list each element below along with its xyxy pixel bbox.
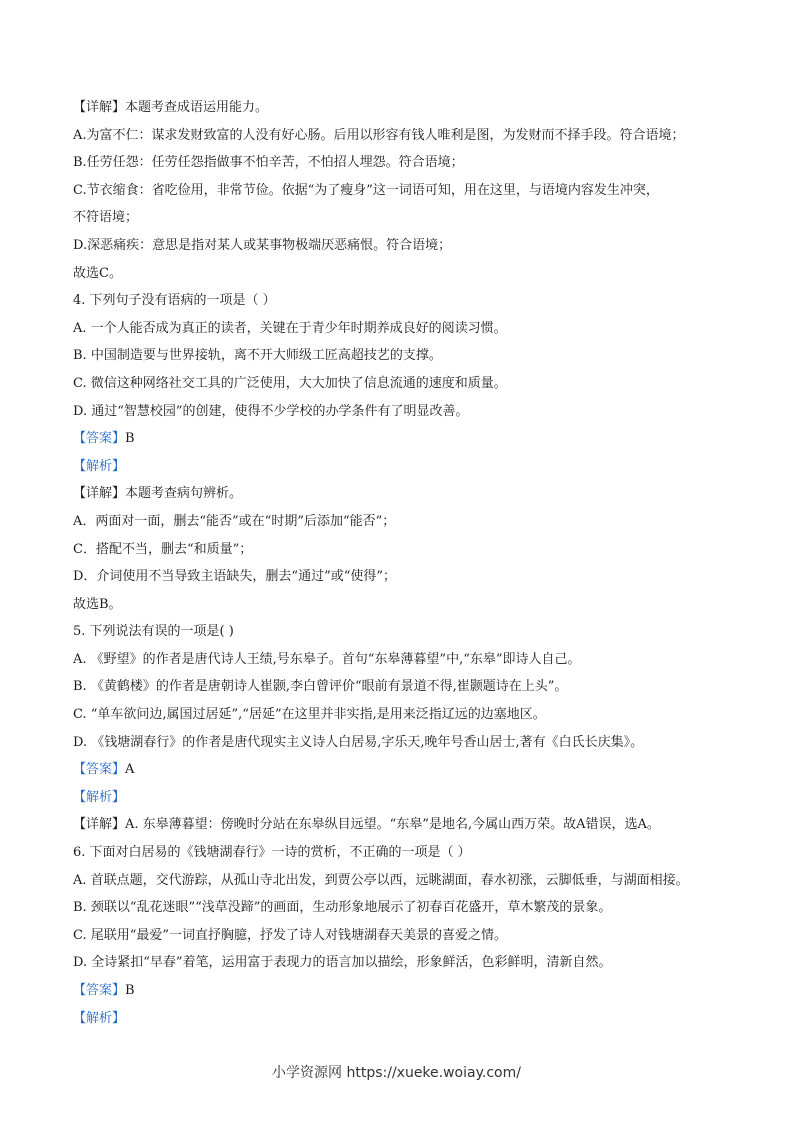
text-line [73, 453, 763, 481]
section-tag: 【解析】 [73, 1010, 126, 1026]
line-text: A [125, 762, 135, 778]
text-line [73, 94, 763, 122]
text-line [73, 894, 763, 922]
line-text: D．介词使用不当导致主语缺失，删去“通过”或“使得”； [73, 569, 397, 585]
text-line [73, 204, 763, 232]
text-line [73, 591, 763, 619]
text-line [73, 563, 763, 591]
line-text: B. 《黄鹤楼》的作者是唐朝诗人崔颢,李白曾评价“眼前有景道不得,崔颢题诗在上头”。 [73, 679, 568, 695]
text-line [73, 508, 763, 536]
line-text: A．两面对一面，删去“能否”或在“时期”后添加“能否”； [73, 513, 396, 529]
section-tag: 【解析】 [73, 458, 126, 474]
text-line [73, 673, 763, 701]
line-text: 5. 下列说法有误的一项是( ) [73, 624, 234, 640]
text-line [73, 618, 763, 646]
line-text: 故选C。 [73, 265, 122, 281]
text-line [73, 370, 763, 398]
section-tag: 【答案】 [73, 983, 126, 998]
text-line [73, 287, 763, 315]
text-line [73, 315, 763, 343]
line-text: D. 通过“智慧校园”的创建，使得不少学校的办学条件有了明显改善。 [73, 403, 469, 419]
line-text: A. 一个人能否成为真正的读者，关键在于青少年时期养成良好的阅读习惯。 [73, 320, 507, 336]
line-text: D. 全诗紧扣“早春”着笔，运用富于表现力的语言加以描绘，形象鲜活，色彩鲜明，清新自然。 [73, 955, 612, 971]
line-text: A. 《野望》的作者是唐代诗人王绩,号东皋子。首句“东皋薄暮望”中,“东皋”即诗人自己。 [73, 651, 581, 667]
line-text: 4. 下列句子没有语病的一项是（ ） [73, 293, 276, 309]
line-text: B. 颈联以“乱花迷眼”“浅草没蹄”的画面，生动形象地展示了初春百花盛开，草木繁茂的景象。 [73, 900, 612, 916]
text-line [73, 922, 763, 950]
text-line [73, 177, 763, 205]
text-line [73, 867, 763, 895]
text-line [73, 122, 763, 150]
line-text: C. 微信这种网络社交工具的广泛使用，大大加快了信息流通的速度和质量。 [73, 375, 507, 391]
line-text: C. “单车欲问边,属国过居延”,“居延”在这里并非实指,是用来泛指辽远的边塞地区。 [73, 707, 546, 723]
text-line [73, 425, 763, 453]
text-line [73, 536, 763, 564]
line-text: B. 中国制造要与世界接轨，离不开大师级工匠高超技艺的支撑。 [73, 348, 442, 364]
text-line [73, 480, 763, 508]
line-text: B [125, 983, 135, 998]
line-text: D. 《钱塘湖春行》的作者是唐代现实主义诗人白居易,字乐天,晚年号香山居士,著有《白氏长庆集》。 [73, 734, 644, 750]
text-line [73, 839, 763, 867]
text-line [73, 784, 763, 812]
line-text: C.节衣缩食：省吃俭用，非常节俭。依据“为了瘦身”这一词语可知，用在这里，与语境内容发生冲突， [73, 182, 659, 198]
line-text: C．搭配不当，删去“和质量”； [73, 541, 253, 557]
text-line [73, 646, 763, 674]
text-line [73, 260, 763, 288]
page-footer: 小学资源网 https://xueke.woiay.com/ [272, 1065, 521, 1081]
line-text: 【详解】本题考查成语运用能力。 [73, 100, 269, 115]
text-line [73, 701, 763, 729]
text-line [73, 232, 763, 260]
section-tag: 【解析】 [73, 789, 126, 805]
section-tag: 【答案】 [73, 431, 126, 447]
line-text: A. 首联点题，交代游踪，从孤山寺北出发，到贾公亭以西，远眺湖面，春水初涨，云脚低垂，与湖面相接。 [73, 872, 689, 888]
line-text: A.为富不仁：谋求发财致富的人没有好心肠。后用以形容有钱人唯利是图，为发财而不择手段。符合语境； [73, 127, 685, 143]
line-text: B [125, 431, 135, 447]
text-line [73, 977, 763, 1005]
line-text: C. 尾联用“最爱”一词直抒胸臆，抒发了诗人对钱塘湖春天美景的喜爱之情。 [73, 927, 508, 943]
text-line [73, 342, 763, 370]
section-tag: 【答案】 [73, 762, 126, 778]
line-text: 【详解】本题考查病句辨析。 [73, 486, 243, 502]
line-text: D.深恶痛疾：意思是指对某人或某事物极端厌恶痛恨。符合语境； [73, 237, 452, 253]
line-text: 不符语境； [73, 210, 139, 226]
document-body [73, 94, 763, 1032]
text-line [73, 756, 763, 784]
line-text: 【详解】A. 东皋薄暮望：傍晚时分站在东皋纵目远望。“东皋”是地名,今属山西万荣。故A错误，选A。 [73, 817, 660, 833]
text-line [73, 729, 763, 757]
text-line [73, 149, 763, 177]
line-text: B.任劳任怨：任劳任怨指做事不怕辛苦，不怕招人埋怨。符合语境； [73, 155, 464, 171]
text-line [73, 1005, 763, 1033]
line-text: 故选B。 [73, 596, 122, 612]
line-text: 6. 下面对白居易的《钱塘湖春行》一诗的赏析，不正确的一项是（ ） [73, 845, 471, 861]
text-line [73, 949, 763, 977]
text-line [73, 811, 763, 839]
text-line [73, 398, 763, 426]
